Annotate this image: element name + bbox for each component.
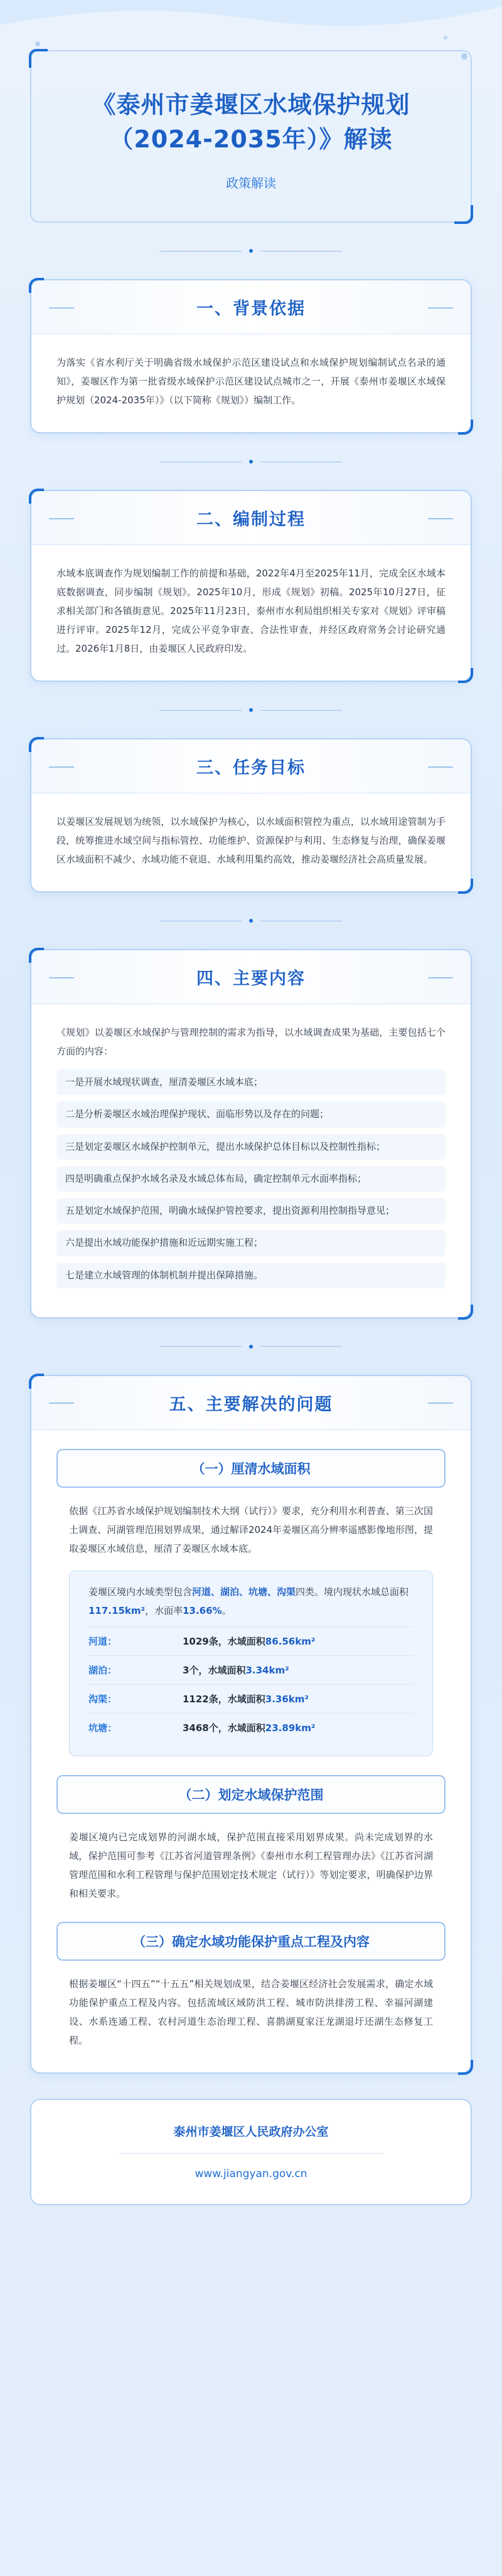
stat-area: 3.34km² [245, 1664, 289, 1676]
section-header [31, 280, 471, 334]
stat-row-ditch: 沟渠： 1122条，水域面积3.36km² [88, 1684, 414, 1713]
list-item: 一是开展水域现状调查，厘清姜堰区水域本底； [56, 1069, 446, 1095]
section-divider [0, 460, 502, 464]
subsection-title: （一）厘清水域面积 [191, 1461, 311, 1476]
section-title: 四、主要内容 [196, 969, 306, 989]
stat-area: 3.36km² [265, 1693, 309, 1705]
stat-row-pond: 坑塘： 3468个，水域面积23.89km² [88, 1713, 414, 1742]
list-item: 二是分析姜堰区水域治理保护现状、面临形势以及存在的问题； [56, 1101, 446, 1127]
stats-intro: 姜堰区境内水域类型包含河道、湖泊、坑塘、沟渠四类。境内现状水域总面积117.15km²，水面率13.66%。 [88, 1586, 409, 1616]
page-title-line1: 《泰州市姜堰区水域保护规划 [92, 91, 410, 119]
subsection-text: 依据《江苏省水域保护规划编制技术大纲（试行）》要求，充分利用水利普查、第三次国土调查、河湖管理范围划界成果，通过解译2024年姜堰区高分辨率遥感影像地形图，提取姜堰区水域信息，厘清了姜堰区水域本底。 [69, 1505, 433, 1554]
total-area: 117.15km² [88, 1604, 146, 1616]
subsection-title: （二）划定水域保护范围 [178, 1787, 324, 1803]
page-footer [30, 2099, 472, 2205]
subsection-header [56, 1775, 446, 1814]
water-types: 河道、湖泊、坑塘、沟渠 [192, 1586, 296, 1598]
section-intro: 《规划》以姜堰区水域保护与管理控制的需求为指导，以水域调查成果为基础，主要包括七个方面的内容： [56, 1027, 446, 1057]
section-title: 五、主要解决的问题 [169, 1394, 333, 1414]
list-item: 六是提出水域功能保护措施和近远期实施工程； [56, 1230, 446, 1256]
stat-count: 3468个， [183, 1722, 228, 1734]
page-subtitle: 政策解读 [226, 176, 276, 191]
water-area-stats [69, 1571, 433, 1756]
section-title: 三、任务目标 [196, 758, 306, 778]
section-goals [30, 738, 472, 893]
section-title: 二、编制过程 [196, 510, 306, 530]
list-item: 三是划定姜堰区水域保护控制单元，提出水域保护总体目标以及控制性指标； [56, 1134, 446, 1160]
stat-label: 沟渠： [88, 1693, 117, 1705]
stat-label: 湖泊： [88, 1664, 117, 1676]
subsection-text: 根据姜堰区“十四五”“十五五”相关规划成果，结合姜堰区经济社会发展需求，确定水域功能保护重点工程及内容。包括流域区域防洪工程、城市防洪排涝工程、幸福河湖建设、水系连通工程、农村河道生态治理工程、喜鹊湖夏家汪龙湖退圩还湖生态修复工程。 [69, 1978, 433, 2046]
list-item: 四是明确重点保护水域名录及水域总体布局，确定控制单元水面率指标； [56, 1166, 446, 1192]
stat-count: 1029条， [183, 1635, 228, 1647]
section-divider [0, 919, 502, 923]
stat-label: 坑塘： [88, 1722, 117, 1734]
section-title: 一、背景依据 [196, 299, 306, 319]
stat-area: 86.56km² [265, 1635, 316, 1647]
subsection-title: （三）确定水域功能保护重点工程及内容 [132, 1934, 370, 1949]
section-text: 水域本底调查作为规划编制工作的前提和基础，2022年4月至2025年11月，完成全区水域本底数据调查，同步编制《规划》。2025年10月，形成《规划》初稿。2025年10月27日，征求相关部门和各镇街意见。2025年11月23日，泰州市水利局组织相关专家对《规划》评审稿进行评审。2025年12月，完成公平竞争审查、合法性审查，并经区政府常务会讨论研究通过。2026年1月8日，由姜堰区人民政府印发。 [56, 568, 446, 655]
section-background [30, 279, 472, 433]
footer-organization: 泰州市姜堰区人民政府办公室 [173, 2124, 329, 2139]
stat-area: 23.89km² [265, 1722, 316, 1734]
subsection-header [56, 1449, 446, 1488]
footer-divider [119, 2153, 383, 2154]
section-divider [0, 1345, 502, 1349]
section-text: 以姜堰区发展规划为统领，以水域保护为核心，以水域面积管控为重点，以水域用途管制为手段，统筹推进水域空间与指标管控、功能维护、资源保护与利用、生态修复与治理，确保姜堰区水域面积不减少、水域功能不衰退、水域利用集约高效，推动姜堰经济社会高质量发展。 [56, 816, 446, 866]
list-item: 七是建立水域管理的体制机制并提出保障措施。 [56, 1263, 446, 1288]
stat-row-river: 河道： 1029条，水域面积86.56km² [88, 1626, 414, 1655]
list-item: 五是划定水域保护范围，明确水域保护管控要求，提出资源利用控制指导意见； [56, 1198, 446, 1224]
section-header [31, 739, 471, 793]
stat-count: 1122条， [183, 1693, 228, 1705]
section-divider [0, 708, 502, 712]
stat-label: 河道： [88, 1635, 117, 1647]
page-header [30, 50, 472, 223]
section-divider [0, 249, 502, 253]
footer-website-link[interactable]: www.jiangyan.gov.cn [195, 2167, 307, 2180]
section-text: 为落实《省水利厅关于明确省级水域保护示范区建设试点和水域保护规划编制试点名录的通知》，姜堰区作为第一批省级水域保护示范区建设试点城市之一，开展《泰州市姜堰区水域保护规划（2024-2035年）》（以下简称《规划》）编制工作。 [56, 357, 446, 406]
section-header [31, 950, 471, 1004]
section-process [30, 490, 472, 682]
subsection-text: 姜堰区境内已完成划界的河湖水域，保护范围直接采用划界成果。尚未完成划界的水域，保护范围可参考《江苏省河道管理条例》《泰州市水利工程管理办法》《江苏省河湖管理范围和水利工程管理与保护范围划定技术规定（试行）》等划定要求，明确保护边界和相关要求。 [69, 1831, 433, 1899]
header-frame [30, 50, 472, 223]
section-content [30, 949, 472, 1318]
water-rate: 13.66% [183, 1604, 222, 1616]
section-header [31, 491, 471, 545]
section-header [31, 1376, 471, 1430]
subsection-header [56, 1922, 446, 1961]
page-title-line2: （2024-2035年）》解读 [109, 125, 393, 154]
content-list [56, 1069, 446, 1288]
stat-count: 3个， [183, 1664, 208, 1676]
stat-row-lake: 湖泊： 3个，水域面积3.34km² [88, 1655, 414, 1684]
section-problems [30, 1375, 472, 2074]
